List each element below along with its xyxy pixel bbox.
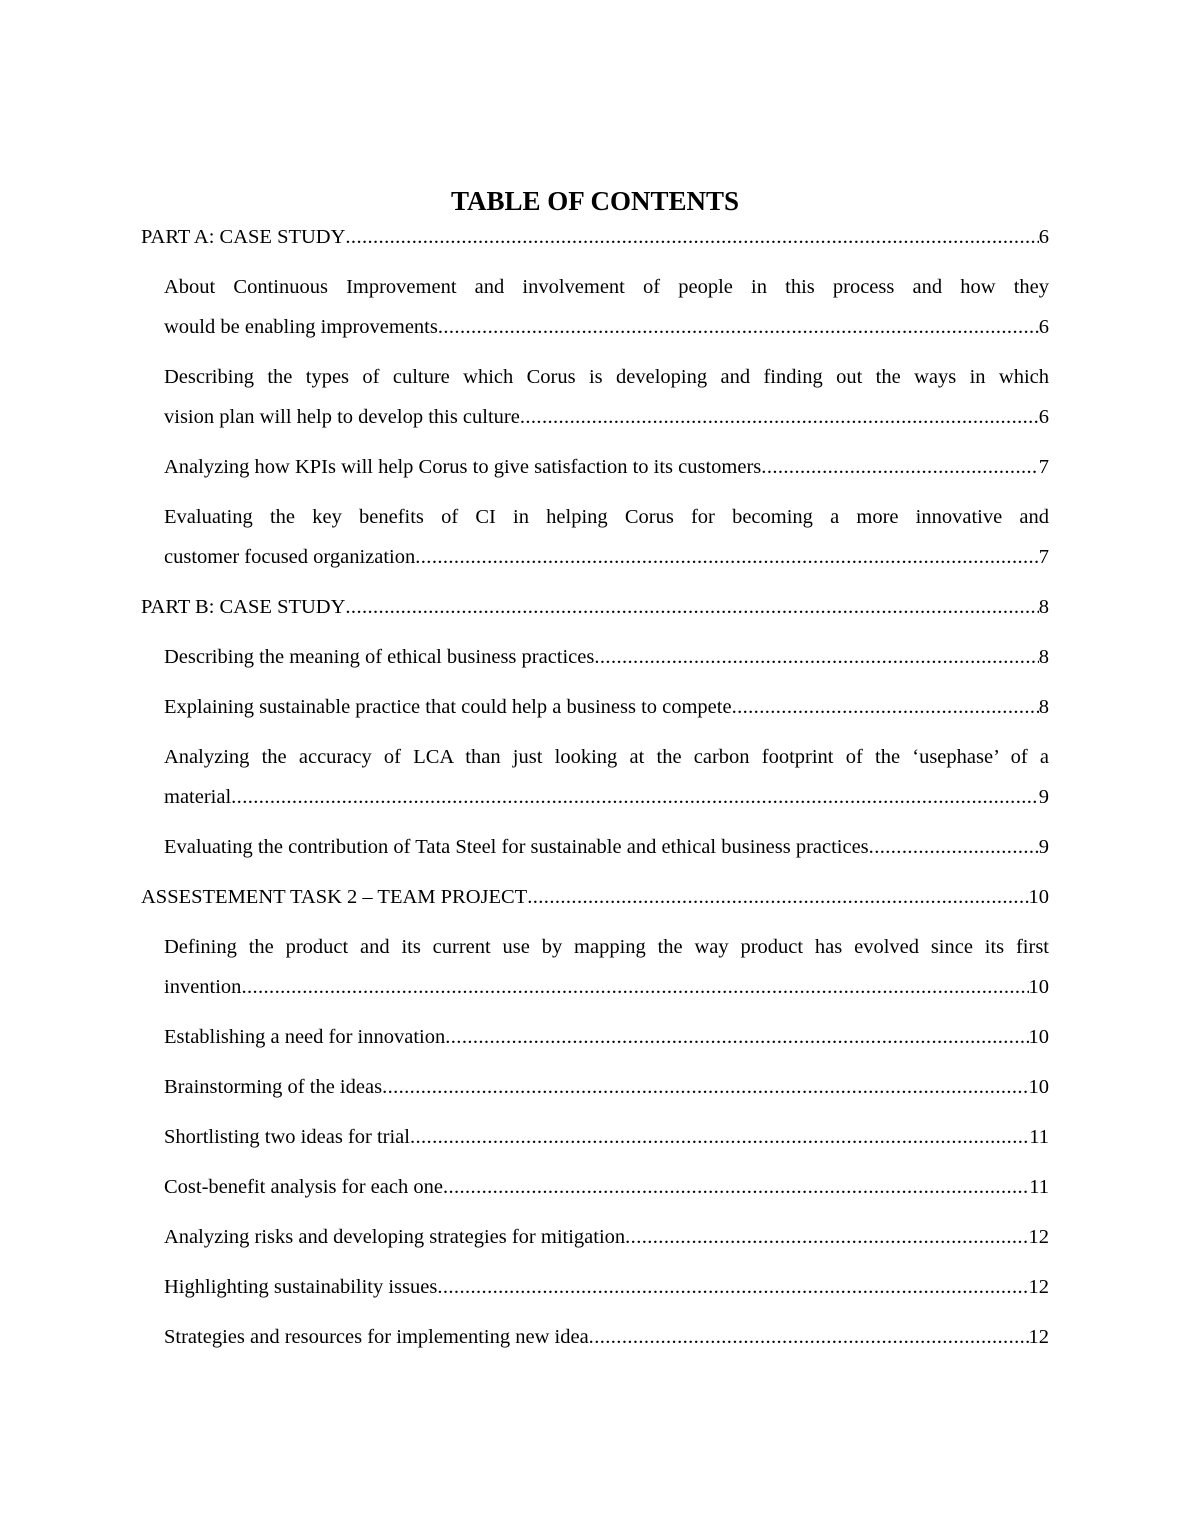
toc-page-number: 12 bbox=[1028, 1326, 1049, 1348]
toc-entry-text: Brainstorming of the ideas bbox=[164, 1076, 383, 1098]
toc-entry[interactable] bbox=[164, 1324, 1049, 1350]
toc-entry[interactable] bbox=[164, 1274, 1049, 1300]
toc-entry-text: Analyzing the accuracy of LCA than just looking at the carbon footprint of the ‘usephase’ of a bbox=[164, 746, 1049, 768]
dot-leader bbox=[527, 884, 1028, 910]
dot-leader bbox=[869, 834, 1039, 860]
dot-leader bbox=[382, 1074, 1028, 1100]
toc-entry-text: would be enabling improvements bbox=[164, 316, 438, 338]
toc-entry-text: Analyzing how KPIs will help Corus to give satisfaction to its customers bbox=[164, 456, 762, 478]
toc-page-number: 10 bbox=[1028, 1026, 1049, 1048]
toc-entry-line bbox=[164, 364, 1049, 390]
toc-entry-text: material bbox=[164, 786, 232, 808]
dot-leader bbox=[732, 694, 1039, 720]
toc-page-number: 10 bbox=[1028, 1076, 1049, 1098]
toc-entry[interactable] bbox=[164, 644, 1049, 670]
toc-entry-line bbox=[164, 934, 1049, 960]
toc-entry-text: About Continuous Improvement and involvement of people in this process and how they bbox=[164, 276, 1049, 298]
dot-leader bbox=[231, 784, 1039, 810]
toc-entry-text: PART B: CASE STUDY bbox=[141, 596, 346, 618]
toc-entry[interactable] bbox=[141, 224, 1049, 250]
toc-page-number: 7 bbox=[1038, 456, 1049, 478]
toc-entry-text: Analyzing risks and developing strategies for mitigation bbox=[164, 1226, 626, 1248]
toc-entry-text: Evaluating the key benefits of CI in helping Corus for becoming a more innovative and bbox=[164, 506, 1049, 528]
toc-page-number: 11 bbox=[1029, 1126, 1049, 1148]
toc-page-number: 8 bbox=[1038, 596, 1049, 618]
toc-entry-line bbox=[164, 504, 1049, 530]
toc-page-number: 9 bbox=[1038, 836, 1049, 858]
toc-page-number: 9 bbox=[1038, 786, 1049, 808]
toc-entry[interactable] bbox=[164, 1174, 1049, 1200]
toc-page-number: 12 bbox=[1028, 1226, 1049, 1248]
toc-entry-text: Explaining sustainable practice that could help a business to compete bbox=[164, 696, 732, 718]
toc-entry[interactable] bbox=[164, 1224, 1049, 1250]
toc-entry-text: invention bbox=[164, 976, 242, 998]
dot-leader bbox=[415, 544, 1039, 570]
toc-entry[interactable] bbox=[164, 544, 1049, 570]
toc-page-number: 7 bbox=[1038, 546, 1049, 568]
toc-entry-text: Establishing a need for innovation bbox=[164, 1026, 446, 1048]
toc-title: TABLE OF CONTENTS bbox=[450, 186, 740, 216]
toc-entry-text: Describing the types of culture which Corus is developing and finding out the ways in which bbox=[164, 366, 1049, 388]
toc-entry-text: Highlighting sustainability issues bbox=[164, 1276, 438, 1298]
toc-entry-text: customer focused organization bbox=[164, 546, 416, 568]
dot-leader bbox=[410, 1124, 1029, 1150]
toc-entry[interactable] bbox=[164, 1124, 1049, 1150]
dot-leader bbox=[438, 314, 1039, 340]
toc-entry[interactable] bbox=[164, 694, 1049, 720]
dot-leader bbox=[345, 594, 1038, 620]
dot-leader bbox=[445, 1024, 1028, 1050]
toc-entry[interactable] bbox=[164, 974, 1049, 1000]
dot-leader bbox=[520, 404, 1039, 430]
toc-entry[interactable] bbox=[164, 834, 1049, 860]
toc-entry[interactable] bbox=[164, 314, 1049, 340]
toc-page-number: 8 bbox=[1038, 696, 1049, 718]
toc-page-number: 8 bbox=[1038, 646, 1049, 668]
toc-entry-line bbox=[164, 274, 1049, 300]
dot-leader bbox=[761, 454, 1038, 480]
toc-entry[interactable] bbox=[141, 594, 1049, 620]
dot-leader bbox=[589, 1324, 1029, 1350]
toc-entry[interactable] bbox=[141, 884, 1049, 910]
toc-entry-text: Defining the product and its current use by mapping the way product has evolved since its first bbox=[164, 936, 1049, 958]
toc-entry-text: ASSESTEMENT TASK 2 – TEAM PROJECT bbox=[141, 886, 528, 908]
toc-entry-text: Cost-benefit analysis for each one bbox=[164, 1176, 443, 1198]
toc-entry-text: Shortlisting two ideas for trial bbox=[164, 1126, 410, 1148]
toc-entry[interactable] bbox=[164, 404, 1049, 430]
dot-leader bbox=[241, 974, 1028, 1000]
toc-entry[interactable] bbox=[164, 1024, 1049, 1050]
toc-entry-line bbox=[164, 744, 1049, 770]
toc-page-number: 10 bbox=[1028, 886, 1049, 908]
toc-entry-text: vision plan will help to develop this culture bbox=[164, 406, 520, 428]
toc-entry[interactable] bbox=[164, 454, 1049, 480]
toc-page-number: 12 bbox=[1028, 1276, 1049, 1298]
toc-page-number: 6 bbox=[1038, 406, 1049, 428]
toc-entry-text: PART A: CASE STUDY bbox=[141, 226, 346, 248]
toc-page-number: 10 bbox=[1028, 976, 1049, 998]
dot-leader bbox=[443, 1174, 1029, 1200]
dot-leader bbox=[345, 224, 1038, 250]
toc-entry-text: Describing the meaning of ethical business practices bbox=[164, 646, 595, 668]
toc-page-number: 11 bbox=[1029, 1176, 1049, 1198]
toc-page-number: 6 bbox=[1038, 316, 1049, 338]
toc-entry[interactable] bbox=[164, 784, 1049, 810]
toc-page-number: 6 bbox=[1038, 226, 1049, 248]
dot-leader bbox=[594, 644, 1038, 670]
dot-leader bbox=[437, 1274, 1028, 1300]
toc-entry-text: Evaluating the contribution of Tata Steel for sustainable and ethical business practices bbox=[164, 836, 869, 858]
toc-entry-text: Strategies and resources for implementing new idea bbox=[164, 1326, 589, 1348]
toc-entry[interactable] bbox=[164, 1074, 1049, 1100]
dot-leader bbox=[625, 1224, 1028, 1250]
